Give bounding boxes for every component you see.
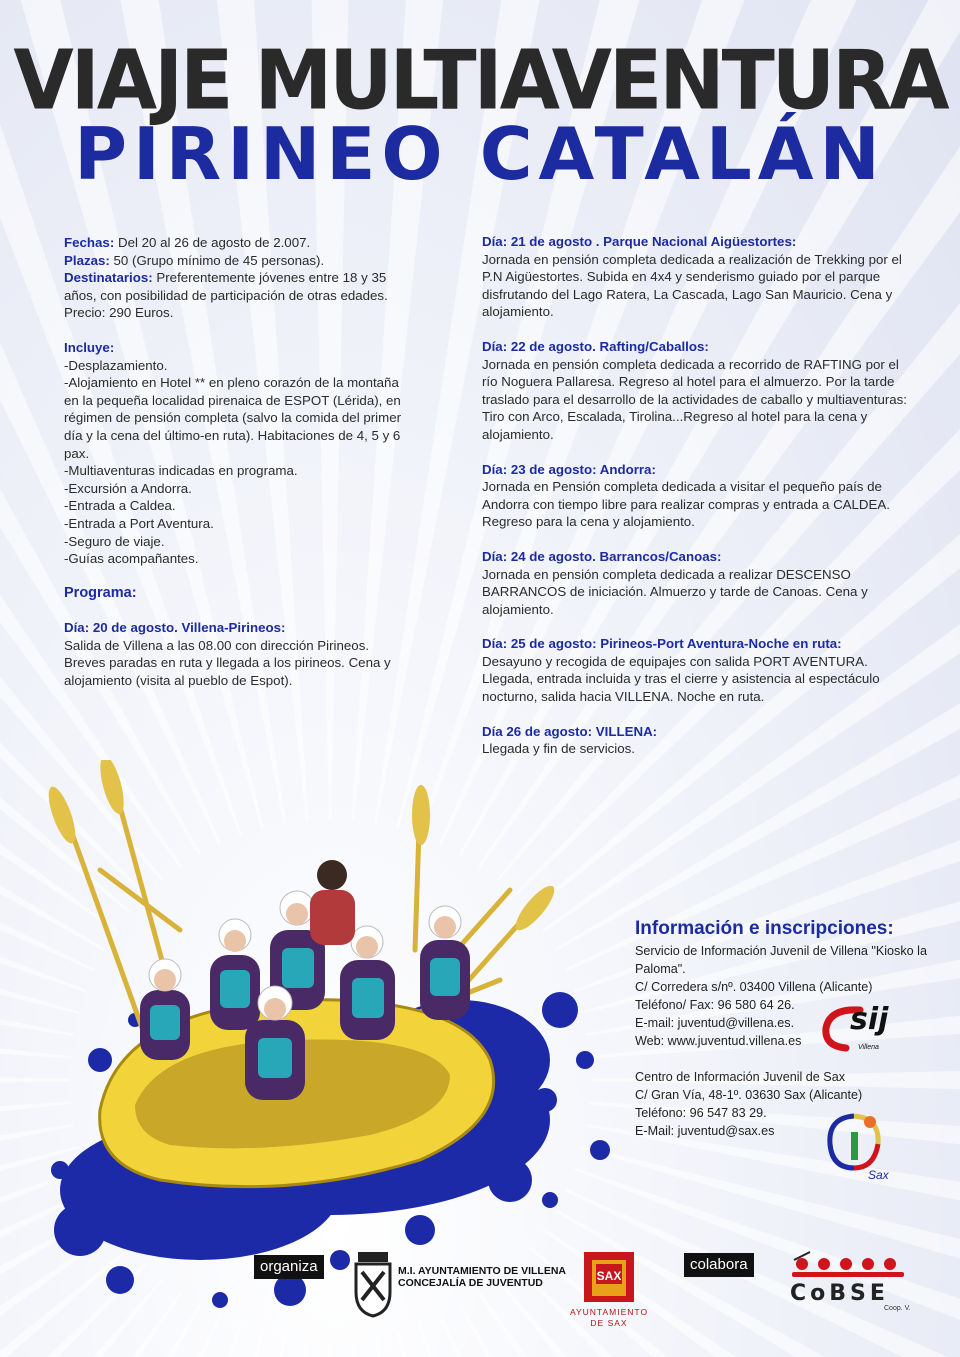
- incluye-item: -Entrada a Caldea.: [64, 498, 176, 514]
- day-block: [482, 548, 912, 618]
- page-title: VIAJE MULTIAVENTURA: [13, 33, 947, 129]
- incluye-heading: Incluye:: [64, 339, 115, 355]
- day-block: [482, 635, 912, 705]
- info-title: Información e inscripciones:: [635, 918, 894, 939]
- villena-phone: Teléfono/ Fax: 96 580 64 26.: [635, 998, 795, 1012]
- day-title: Día: 21 de agosto . Parque Nacional Aigüestortes:: [482, 234, 797, 249]
- day-title: Día: 20 de agosto. Villena-Pirineos:: [64, 620, 286, 636]
- plazas-value: 50 (Grupo mínimo de 45 personas).: [113, 252, 325, 268]
- incluye-item: -Guías acompañantes.: [64, 551, 199, 567]
- incluye-item: -Excursión a Andorra.: [64, 480, 192, 496]
- villena-name: Servicio de Información Juvenil de Villena "Kiosko la Paloma".: [635, 944, 927, 976]
- destinatarios-row: [64, 269, 404, 304]
- sij-logo-sub: Villena: [858, 1044, 879, 1051]
- precio-row: Precio: 290 Euros.: [64, 305, 174, 321]
- cobse-logo-sub: Coop. V.: [884, 1305, 911, 1312]
- day-block: [482, 723, 912, 758]
- sax-email: E-Mail: juventud@sax.es: [635, 1124, 775, 1138]
- day-text: Jornada en pensión completa dedicada a realizar DESCENSO BARRANCOS de iniciación. Almuerzo y tarde de Canoas. Cena y alojamiento.: [482, 566, 868, 617]
- day-block: [64, 619, 404, 689]
- incluye-item: -Alojamiento en Hotel ** en pleno corazón de la montaña en la pequeña localidad pirenaica de ESPOT (Lérida), en régimen de pensión completa (salvo la comida del primer día y la cena del último-en ruta). Habitaciones de 4, 5 y 6 pax.: [64, 375, 402, 461]
- villena-address: C/ Corredera s/nº. 03400 Villena (Alicante): [635, 980, 873, 994]
- day-title: Día: 22 de agosto. Rafting/Caballos:: [482, 338, 709, 354]
- sax-name: Centro de Información Juvenil de Sax: [635, 1070, 846, 1084]
- cobse-logo-text: CoBSE: [790, 1281, 889, 1306]
- day-text: Llegada y fin de servicios.: [482, 741, 635, 757]
- sax-info-logo: [824, 1110, 894, 1185]
- programa-heading: Programa:: [64, 584, 137, 601]
- incluye-item: -Entrada a Port Aventura.: [64, 515, 214, 531]
- sij-logo-text: sij: [850, 1002, 889, 1037]
- sax-i-icon: [824, 1110, 884, 1176]
- sax-shield-icon: [582, 1250, 636, 1304]
- villena-name-line1: M.I. AYUNTAMIENTO DE VILLENA: [398, 1265, 567, 1277]
- day-title: Día: 23 de agosto: Andorra:: [482, 461, 656, 477]
- day-text: Jornada en pensión completa dedicada a recorrido de RAFTING por el río Noguera Pallaresa. Regreso al hotel para el almuerzo. Por la tarde traslado para el desarrollo de la actividades de caballo y multiaventuras: Tiro con Arco, Escalada, Tirolina...Regreso al hotel para la cena y alojamiento.: [482, 356, 908, 442]
- day-block: [482, 338, 912, 444]
- day-text: Jornada en pensión completa dedicada a realización de Trekking por el P.N Aigüestortes. Subida en 4x4 y senderismo guiado por el parque disfrutando del Lago Ratera, La Cascada, Lago San Mauricio. Cena y alojamiento.: [482, 251, 902, 320]
- villena-crest-icon: [352, 1248, 394, 1318]
- plazas-row: [64, 252, 404, 270]
- background-ray: [305, 1340, 355, 1357]
- colabora-badge: colabora: [684, 1253, 754, 1277]
- incluye-item: -Desplazamiento.: [64, 357, 168, 373]
- day-text: Salida de Villena a las 08.00 con dirección Pirineos. Breves paradas en ruta y llegada a los pirineos. Cena y alojamiento (visita al pueblo de Espot).: [64, 637, 391, 689]
- day-text: Jornada en Pensión completa dedicada a visitar el pequeño país de Andorra con tiempo libre para realizar compras y entrada a CALDEA. Regreso para la cena y alojamiento.: [482, 479, 890, 530]
- page-subtitle: PIRINEO CATALÁN: [74, 112, 886, 196]
- destinatarios-value: Preferentemente jóvenes entre 18 y 35 años, con posibilidad de participación de otras edades.: [64, 270, 388, 303]
- fechas-value: Del 20 al 26 de agosto de 2.007.: [117, 235, 311, 250]
- background-ray: [0, 1331, 264, 1357]
- sij-logo: [820, 1002, 910, 1058]
- background-ray: [0, 1315, 221, 1357]
- villena-name-line2: CONCEJALÍA DE JUVENTUD: [398, 1277, 543, 1289]
- villena-web: Web: www.juventud.villena.es: [635, 1034, 802, 1048]
- fechas-row: [64, 234, 404, 252]
- day-text: Desayuno y recogida de equipajes con salida PORT AVENTURA. Llegada, entrada incluida y tras el cierre y asistencia al espectáculo nocturno, salida hacia VILLENA. Noche en ruta.: [482, 653, 880, 705]
- day-title: Día: 25 de agosto: Pirineos-Port Aventura-Noche en ruta:: [482, 636, 842, 652]
- sax-address: C/ Gran Vía, 48-1º. 03630 Sax (Alicante): [635, 1088, 863, 1102]
- sax-shield-text: SAX: [596, 1269, 622, 1283]
- sax-logo-sub: Sax: [868, 1168, 889, 1182]
- cobse-figures-icon: [788, 1250, 908, 1280]
- incluye-list: [64, 357, 404, 568]
- villena-email: E-mail: juventud@villena.es.: [635, 1016, 795, 1030]
- right-column: [482, 233, 912, 775]
- sax-name-line1: AYUNTAMIENTO: [569, 1307, 649, 1317]
- sax-name-line2: DE SAX: [590, 1318, 628, 1328]
- day-block: [482, 233, 912, 321]
- day-title: Día 26 de agosto: VILLENA:: [482, 723, 658, 739]
- left-column: [64, 234, 404, 690]
- incluye-item: -Seguro de viaje.: [64, 533, 165, 549]
- incluye-item: -Multiaventuras indicadas en programa.: [64, 463, 298, 479]
- organiza-badge: organiza: [254, 1255, 324, 1279]
- rafting-photo: [40, 760, 620, 1320]
- day-block: [482, 461, 912, 531]
- day-title: Día: 24 de agosto. Barrancos/Canoas:: [482, 548, 722, 564]
- fechas-label: Fechas:: [64, 235, 115, 250]
- plazas-label: Plazas:: [64, 252, 110, 268]
- sax-phone: Teléfono: 96 547 83 29.: [635, 1106, 767, 1120]
- destinatarios-label: Destinatarios:: [64, 270, 153, 286]
